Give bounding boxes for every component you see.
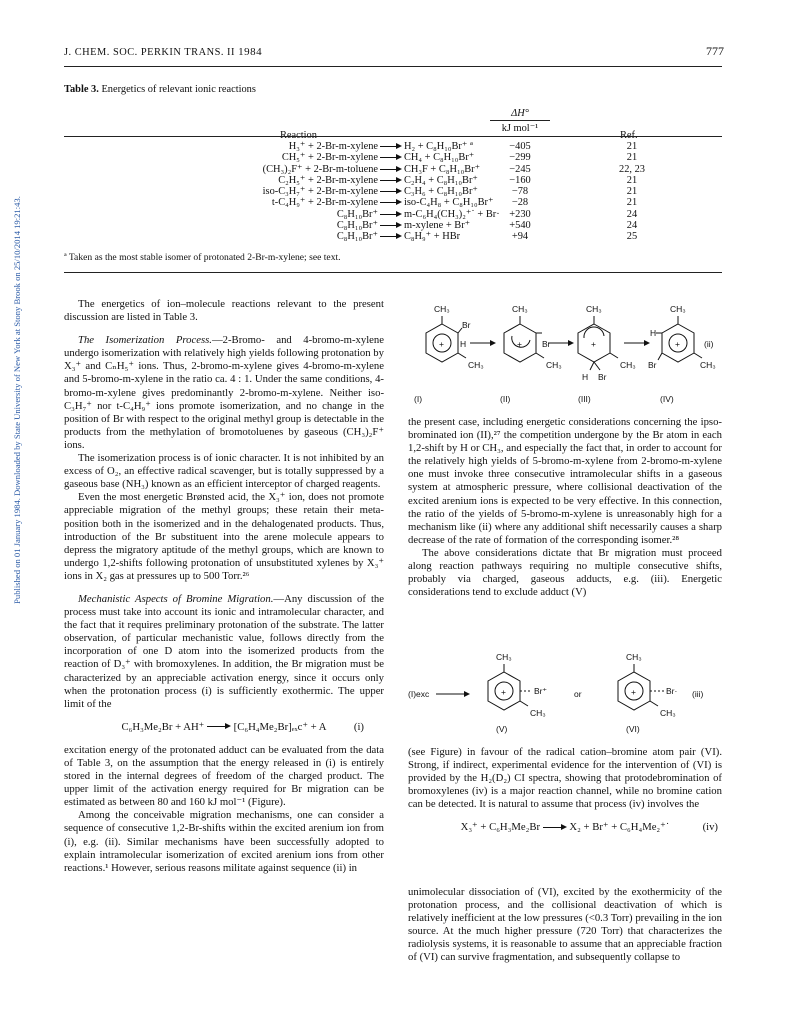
arrow-icon xyxy=(380,141,402,152)
br-label: Br xyxy=(542,339,551,349)
arrow-icon xyxy=(380,175,402,186)
table-header-rule xyxy=(64,136,722,137)
paragraph: Mechanistic Aspects of Bromine Migration.—Any discussion of the process must take into account its ionic and intramolecular character, and the fact that it requires preliminary protonation of the substrate. The latter observation, of particular mechanistic value, follows directly from the incorporation of one D atom into the isomerized products from the reaction of D₃⁺ with bromoxylenes. In addition, the Br migration must be characterized by an appreciable activation energy, since it occurs only when the protonation process (i) is sufficiently exothermic. The upper limit of the xyxy=(64,592,384,710)
right-column-bottom xyxy=(408,886,722,965)
section-heading: The Isomerization Process. xyxy=(78,334,212,347)
ch3-label: CH₃ xyxy=(586,304,602,314)
ch3-label: CH₃ xyxy=(468,360,484,370)
reaction-scheme-ii xyxy=(408,298,722,408)
journal-year: 1984 xyxy=(238,46,263,58)
ch3-label: CH₃ xyxy=(626,652,642,662)
equation-i: C₆H₃Me₂Br + AH⁺ [C₆H₄Me₂Br]ₑₓc⁺ + A (i) xyxy=(121,720,364,733)
plus-label: + xyxy=(517,339,522,349)
left-column xyxy=(64,298,384,875)
table-row: (CH₃)₂F⁺ + 2-Br-m-toluene CH₃F + C₈H₁₀Br⁺ −245 22, 23 xyxy=(262,163,645,175)
br-dot-label: Br· xyxy=(666,686,678,696)
ch3-label: CH₃ xyxy=(496,652,512,662)
table-row: CH₅⁺ + 2-Br-m-xylene CH₄ + C₈H₁₀Br⁺ −299 21 xyxy=(281,152,638,164)
table-footnote: ª Taken as the most stable isomer of protonated 2-Br-m-xylene; see text. xyxy=(64,252,341,263)
ch3-label: CH₃ xyxy=(512,304,528,314)
table-caption xyxy=(64,84,256,95)
ch3-label: CH₃ xyxy=(546,360,562,370)
page-number: 777 xyxy=(706,44,724,58)
paragraph: The energetics of ion–molecule reactions relevant to the present discussion are listed in Table 3. xyxy=(64,298,384,324)
equation-iv: X₃⁺ + C₆H₃Me₂Br X₂ + Br⁺ + C₆H₄Me₂⁺˙ (iv) xyxy=(460,821,718,834)
compound-label: (II) xyxy=(500,394,511,404)
plus-label: + xyxy=(631,687,636,697)
ch3-label: CH₃ xyxy=(620,360,636,370)
download-watermark: Published on 01 January 1984. Downloaded by State University of New York at Stony Brook on 25/10/2014 19:21:43. xyxy=(12,196,22,604)
running-head xyxy=(64,46,262,58)
arrow-icon xyxy=(380,220,402,231)
plus-label: + xyxy=(591,339,596,349)
br-label: Br xyxy=(648,360,657,370)
scheme-number: (iii) xyxy=(692,689,704,699)
header-rule xyxy=(64,66,722,67)
journal-name: J. CHEM. SOC. PERKIN TRANS. II xyxy=(64,47,235,58)
table-row: iso-C₃H₇⁺ + 2-Br-m-xylene C₃H₆ + C₈H₁₀Br⁺ −78 21 xyxy=(262,186,638,198)
paragraph: The isomerization process is of ionic character. It is not inhibited by an excess of O₂, an effective radical scavenger, but is totally suppressed by a gaseous base (NH₃) known as an efficient interceptor of charged reagents. xyxy=(64,452,384,491)
table-row: C₈H₁₀Br⁺ m-C₆H₄(CH₃)₂⁺˙ + Br· +230 24 xyxy=(336,208,638,220)
table-row: C₈H₁₀Br⁺ C₈H₉⁺ + HBr +94 25 xyxy=(336,231,638,243)
reaction-scheme-iii xyxy=(408,650,722,742)
h-label: H xyxy=(650,328,657,338)
arrow-icon xyxy=(207,722,231,732)
right-column-middle xyxy=(408,746,722,845)
compound-label: (VI) xyxy=(626,724,640,734)
paragraph: Among the conceivable migration mechanisms, one can consider a sequence of consecutive 1,2-Br-shifts within the excited arenium ion from (i), e.g. (ii). Similar mechanisms have been successfully adopted to explain intramolecular isomerization of excited arenium ions from other reactions.¹ However, serious reasons militate against sequence (ii) in xyxy=(64,809,384,874)
paragraph: (see Figure) in favour of the radical cation–bromine atom pair (VI). Strong, if indirect, experimental evidence for the intervention of (VI) is provided by the H₂(D₂) CI spectra, showing that protodebromination of bromoxylenes (iv) is a major reaction channel, while no bromine cation can be detected. It is natural to assume that process (iv) involves the xyxy=(408,746,722,811)
section-heading: Mechanistic Aspects of Bromine Migration. xyxy=(78,592,274,605)
or-label: or xyxy=(574,689,582,699)
plus-label: + xyxy=(675,339,680,349)
arrow-icon xyxy=(380,186,402,197)
paragraph: The above considerations dictate that Br migration must proceed along reaction pathways requiring no multiple consecutive shifts, probably via charged, gaseous adducts, e.g. (iii). Energetic considerations tend to exclude adduct (V) xyxy=(408,546,722,599)
paragraph: unimolecular dissociation of (VI), excited by the exothermicity of the protonation process, and the collisional deactivation of which is relatively inefficient at the low pressures (<0.3 Torr) prevailing in the ion source. At the much higher pressure (720 Torr) that characterizes the radiolysis systems, it is reasonable to assume that an appreciable fraction of (VI) can survive fragmentation, and subsequently collapse to xyxy=(408,886,722,964)
arrow-icon xyxy=(543,823,567,833)
plus-label: + xyxy=(501,687,506,697)
br-plus-label: Br⁺ xyxy=(534,686,547,696)
paragraph: The Isomerization Process.—2-Bromo- and 4-bromo-m-xylene undergo isomerization with relatively high yields following protonation by X₃⁺ and CₙH₅⁺ ions. Thus, 2-bromo-m-xylene gives 4-bromo-m-xylene and 5-bromo-m-xylene in the ratio ca. 4 : 1. Under the same conditions, 4-bromo-m-xylene gives predominantly 2-bromo-m-xylene. Neither iso-C₃H₇⁺ nor t-C₄H₉⁺ ions promote isomerization, and no change in the position of Br with respect to the original methyl group is detectable in the products from the methylation of bromotoluenes by gaseous (CH₃)₂F⁺ ions. xyxy=(64,334,384,451)
paragraph: Even the most energetic Brønsted acid, the X₃⁺ ion, does not promote appreciable migration of the methyl groups; these retain their meta-position both in the isomerized and in the dehalogenated products. Thus, introduction of the Br substituent into the arene molecule appears to depress the migratory aptitude of the methyl groups, which are known to undergo 1,2-shifts following protonation of unsubstituted xylenes by X₃⁺ ions in X₂ gas at pressures up to 500 Torr.²⁶ xyxy=(64,491,384,582)
arrow-icon xyxy=(380,209,402,220)
table-row: C₂H₅⁺ + 2-Br-m-xylene C₂H₄ + C₈H₁₀Br⁺ −160 21 xyxy=(278,174,638,186)
col-header-reaction: Reaction xyxy=(280,130,317,141)
table-row: t-C₄H₉⁺ + 2-Br-m-xylene iso-C₄H₈ + C₈H₁₀Br⁺ −28 21 xyxy=(271,197,638,209)
table-row: H₃⁺ + 2-Br-m-xylene H₂ + C₈H₁₀Br⁺ ª −405 21 xyxy=(288,141,638,152)
scheme-iii xyxy=(408,650,722,742)
compound-label: (V) xyxy=(496,724,508,734)
arrow-icon xyxy=(380,231,402,242)
paragraph: the present case, including energetic considerations concerning the ipso-brominated ion (II),²⁷ the competition undergone by the Br atom in each 1,2-shift by H or CH₃, and especially the fact that, in order to account for the relatively high yields of 5-bromo-m-xylene from 2-bromo-m-xylene one must invoke three consecutive intramolecular shifts in a gaseous system at atmospheric pressure, where collisional deactivation of the excited arenium ions is expected to be very effective. In this connection, the ratio of the yields of 5-bromo-m-xylene is unreasonably high for a mechanism like (ii) where any additional shift necessarily causes a sharp decrease of the rate of formation of the corresponding isomer.²⁸ xyxy=(408,416,722,546)
h-label: H xyxy=(582,372,589,382)
table-caption-text: Energetics of relevant ionic reactions xyxy=(101,84,256,95)
arrow-icon xyxy=(380,152,402,163)
h-label: H xyxy=(460,339,467,349)
ch3-label: CH₃ xyxy=(670,304,686,314)
ch3-label: CH₃ xyxy=(700,360,716,370)
table-row: C₈H₁₀Br⁺ m-xylene + Br⁺ +540 24 xyxy=(336,220,638,232)
scheme-ii xyxy=(408,298,722,408)
dh-unit: kJ mol⁻¹ xyxy=(490,120,550,134)
compound-label: (IV) xyxy=(660,394,674,404)
table-body xyxy=(64,141,722,243)
arrow-icon xyxy=(380,164,402,175)
arrow-icon xyxy=(380,197,402,208)
right-column-top xyxy=(408,416,722,599)
br-label: Br xyxy=(462,320,471,330)
compound-label: (I) xyxy=(414,394,423,404)
compound-label: (III) xyxy=(578,394,591,404)
ch3-label: CH₃ xyxy=(530,708,546,718)
ch3-label: CH₃ xyxy=(434,304,450,314)
col-header-ref: Ref. xyxy=(620,130,638,141)
table-caption-label: Table 3. xyxy=(64,84,99,95)
paragraph: excitation energy of the protonated adduct can be evaluated from the data of Table 3, on the assumption that the energy released in (i) is entirely stored in the internal degrees of freedom of the charged product. The upper limit of the activation energy required for Br migration can be estimated as between 80 and 160 kJ mol⁻¹ (Figure). xyxy=(64,743,384,809)
plus-label: + xyxy=(439,339,444,349)
scheme-lhs: (I)exc xyxy=(408,689,430,699)
scheme-number: (ii) xyxy=(704,339,714,349)
dh-symbol: ΔH° xyxy=(511,108,529,119)
ch3-label: CH₃ xyxy=(660,708,676,718)
col-header-dh xyxy=(490,108,550,134)
br-label: Br xyxy=(598,372,607,382)
table-bottom-rule xyxy=(64,272,722,273)
